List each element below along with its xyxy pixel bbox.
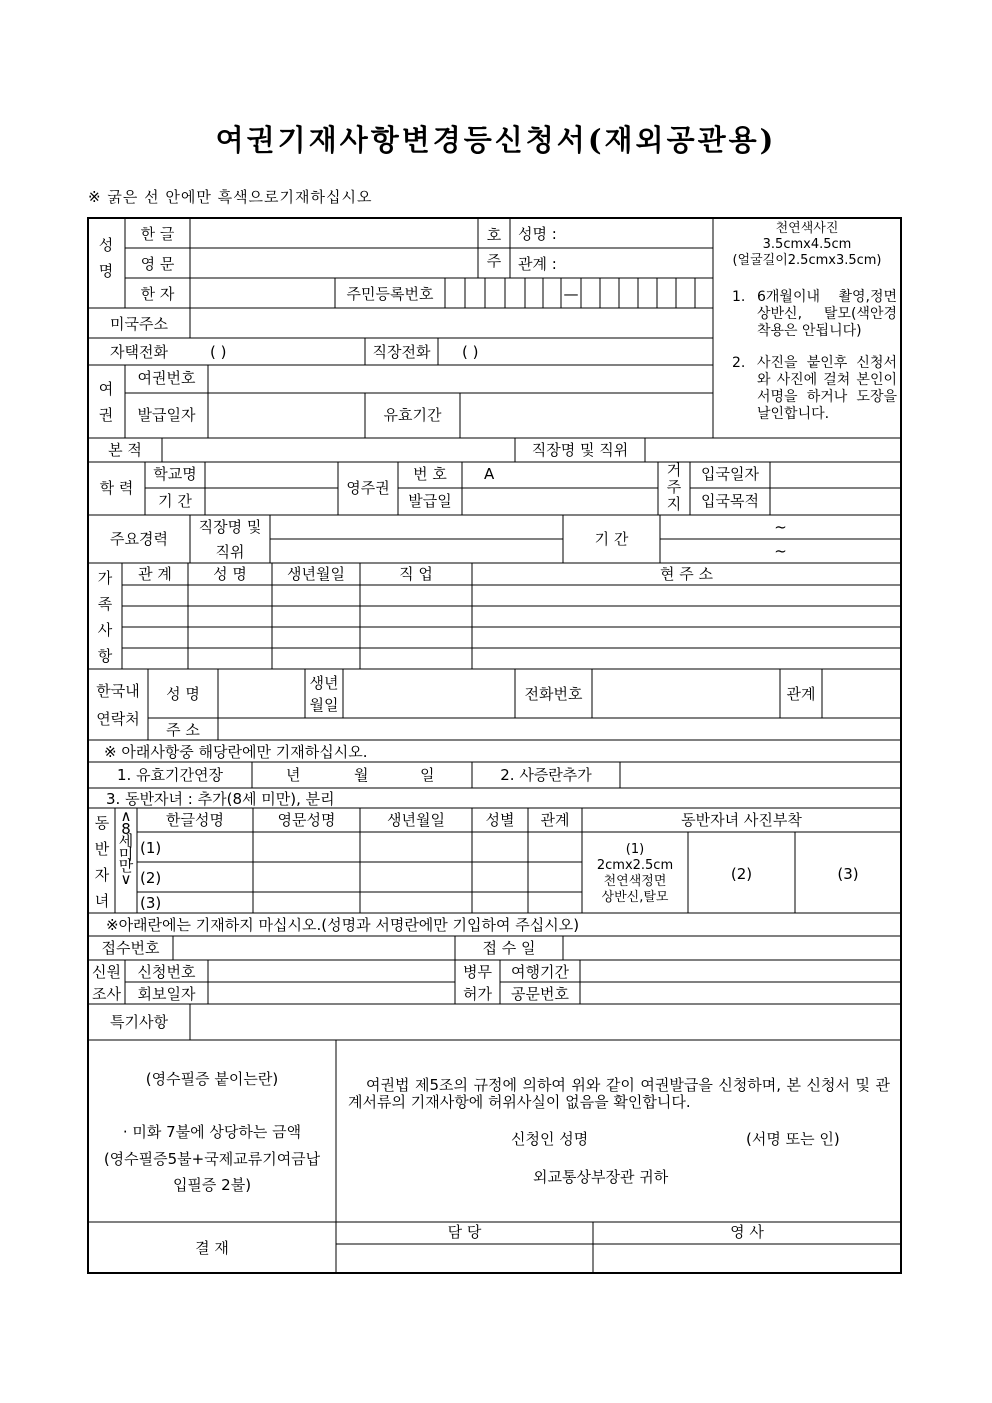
children-header: 동반자녀 [94, 814, 110, 910]
work-phone-area: ( ) [462, 343, 479, 361]
office-notice: ※아래란에는 기재하지 마십시오.(성명과 서명란에만 기입하여 주십시오) [106, 916, 580, 934]
career-period-tilde-1: ~ [774, 518, 787, 536]
householder-name-label: 성명 : [518, 225, 557, 243]
child-photo-1-size: 2cmx2.5cm [596, 858, 674, 873]
credit-check-label-2: 조사 [92, 985, 121, 1003]
children-col-english: 영문성명 [277, 811, 336, 829]
education-header: 학 력 [99, 479, 134, 497]
addressee-label: 외교통상부장관 귀하 [533, 1168, 669, 1186]
family-col-birth: 생년월일 [287, 565, 345, 583]
children-row-2: (2) [140, 869, 162, 887]
receipt-number-label: 접수번호 [101, 939, 160, 957]
householder-relation-label: 관계 : [518, 255, 557, 273]
home-phone-label: 자택전화 [110, 343, 168, 361]
pr-number-prefix: A [484, 465, 495, 483]
approval-staff-label: 담 당 [447, 1223, 482, 1241]
us-address-label: 미국주소 [110, 315, 168, 333]
family-col-relation: 관 계 [138, 565, 172, 583]
remarks-label: 특기사항 [110, 1013, 168, 1031]
approval-label: 결 재 [195, 1239, 229, 1257]
issue-date-label: 발급일자 [137, 406, 196, 424]
career-period-label: 기 간 [594, 530, 629, 548]
korea-contact-birth-label-1: 생년 [309, 674, 339, 692]
applicant-name-header: 성명 [98, 236, 114, 280]
child-photo-1-desc-2: 상반신,탈모 [601, 890, 669, 905]
korea-contact-birth-label-2: 월일 [309, 696, 339, 714]
korea-contact-name-label: 성 명 [166, 685, 200, 703]
korea-contact-header-1: 한국내 [96, 682, 140, 700]
visa-pages-label: 2. 사증란추가 [500, 766, 592, 784]
english-name-label: 영 문 [140, 255, 175, 273]
school-period-label: 기 간 [158, 492, 192, 510]
school-label: 학교명 [153, 465, 197, 483]
travel-period-label: 여행기간 [511, 963, 569, 981]
request-number-label: 신청번호 [137, 963, 196, 981]
photo-note-1-num: 1. [732, 289, 746, 305]
stamp-title: (영수필증 붙이는란) [145, 1070, 279, 1088]
form-notice: ※ 굵은 선 안에만 흑색으로기재하십시오 [88, 188, 373, 206]
children-row-3: (3) [140, 894, 162, 912]
pr-issue-label: 발급일 [408, 492, 452, 510]
family-col-occupation: 직 업 [399, 565, 433, 583]
permanent-residence-header: 영주권 [346, 479, 390, 497]
householder-header: 호주 [486, 226, 502, 270]
korea-contact-header-2: 연락처 [96, 710, 140, 728]
valid-period-label: 유효기간 [383, 406, 442, 424]
form-title: 여권기재사항변경등신청서(재외공관용) [215, 123, 777, 157]
home-phone-area: ( ) [210, 343, 227, 361]
career-workplace-label-2: 직위 [215, 543, 245, 561]
korea-contact-relation-label: 관계 [786, 685, 816, 703]
family-col-address: 현 주 소 [659, 565, 713, 583]
photo-size: 3.5cmx4.5cm [762, 237, 852, 252]
children-section-label: 3. 동반자녀 : 추가(8세 미만), 분리 [106, 790, 335, 808]
extension-year: 년 [286, 766, 301, 784]
military-label-2: 허가 [463, 985, 492, 1003]
entry-date-label: 입국일자 [701, 465, 759, 483]
photo-face-size: (얼굴길이2.5cmx3.5cm) [732, 253, 882, 268]
children-col-sex: 성별 [485, 811, 515, 829]
career-period-tilde-2: ~ [774, 542, 787, 560]
child-photo-1-desc-1: 천연색정면 [603, 874, 667, 889]
photo-note-2: 사진을 붙인후 신청서와 사진에 걸쳐 본인이 서명을 하거나 도장을 날인합니다. [757, 355, 897, 422]
resident-number-dash: — [563, 285, 579, 303]
passport-header: 여권 [98, 380, 114, 424]
career-workplace-label-1: 직장명 및 [198, 518, 262, 536]
declaration-text: 여권법 제5조의 규정에 의하여 위와 같이 여권발급을 신청하며, 본 신청서 및 관계서류의 기재사항에 허위사실이 없음을 확인합니다. [348, 1076, 890, 1111]
resident-number-label: 주민등록번호 [346, 285, 434, 303]
military-label-1: 병무 [463, 963, 492, 981]
children-age-note: ∧8세미만∨ [118, 807, 134, 888]
child-photo-1-num: (1) [625, 842, 645, 857]
stamp-detail-1: (영수필증5불+국제교류기여금납 [103, 1150, 321, 1168]
stamp-amount: · 미화 7불에 상당하는 금액 [122, 1123, 302, 1141]
workplace-title-label: 직장명 및 직위 [531, 441, 629, 459]
extension-month: 월 [354, 766, 369, 784]
family-col-name: 성 명 [213, 565, 247, 583]
children-col-relation: 관계 [540, 811, 570, 829]
applicant-name-sign-label: 신청인 성명 [511, 1130, 589, 1148]
children-col-photo: 동반자녀 사진부착 [681, 811, 802, 829]
career-header: 주요경력 [110, 530, 168, 548]
passport-number-label: 여권번호 [137, 369, 196, 387]
domicile-label: 본 적 [108, 441, 142, 459]
reply-date-label: 회보일자 [137, 985, 196, 1003]
extension-day: 일 [420, 766, 435, 784]
children-col-korean: 한글성명 [166, 811, 224, 829]
credit-check-label-1: 신원 [92, 963, 121, 981]
korean-name-label: 한 글 [140, 225, 175, 243]
photo-title: 천연색사진 [775, 221, 839, 236]
children-col-birth: 생년월일 [387, 811, 445, 829]
korea-contact-phone-label: 전화번호 [524, 685, 583, 703]
children-row-1: (1) [140, 839, 162, 857]
stamp-detail-2: 입필증 2불) [172, 1176, 252, 1194]
child-photo-2: (2) [730, 865, 753, 883]
photo-note-2-num: 2. [732, 355, 746, 371]
signature-label: (서명 또는 인) [746, 1130, 840, 1148]
pr-number-label: 번 호 [413, 465, 447, 483]
official-doc-number-label: 공문번호 [511, 985, 569, 1003]
receipt-date-label: 접 수 일 [482, 939, 536, 957]
korea-contact-address-label: 주 소 [166, 721, 200, 739]
family-header: 가족사항 [97, 569, 113, 665]
residence-header: 거주지 [666, 461, 682, 513]
photo-note-1: 6개월이내 촬영,정면 상반신, 탈모(색안경 착용은 안됩니다) [757, 289, 897, 339]
entry-purpose-label: 입국목적 [701, 492, 759, 510]
work-phone-label: 직장전화 [372, 343, 431, 361]
section-notice: ※ 아래사항중 해당란에만 기재하십시오. [104, 743, 368, 761]
approval-consul-label: 영 사 [730, 1223, 764, 1241]
hanja-name-label: 한 자 [140, 285, 175, 303]
extension-label: 1. 유효기간연장 [116, 766, 224, 784]
child-photo-3: (3) [837, 865, 859, 883]
